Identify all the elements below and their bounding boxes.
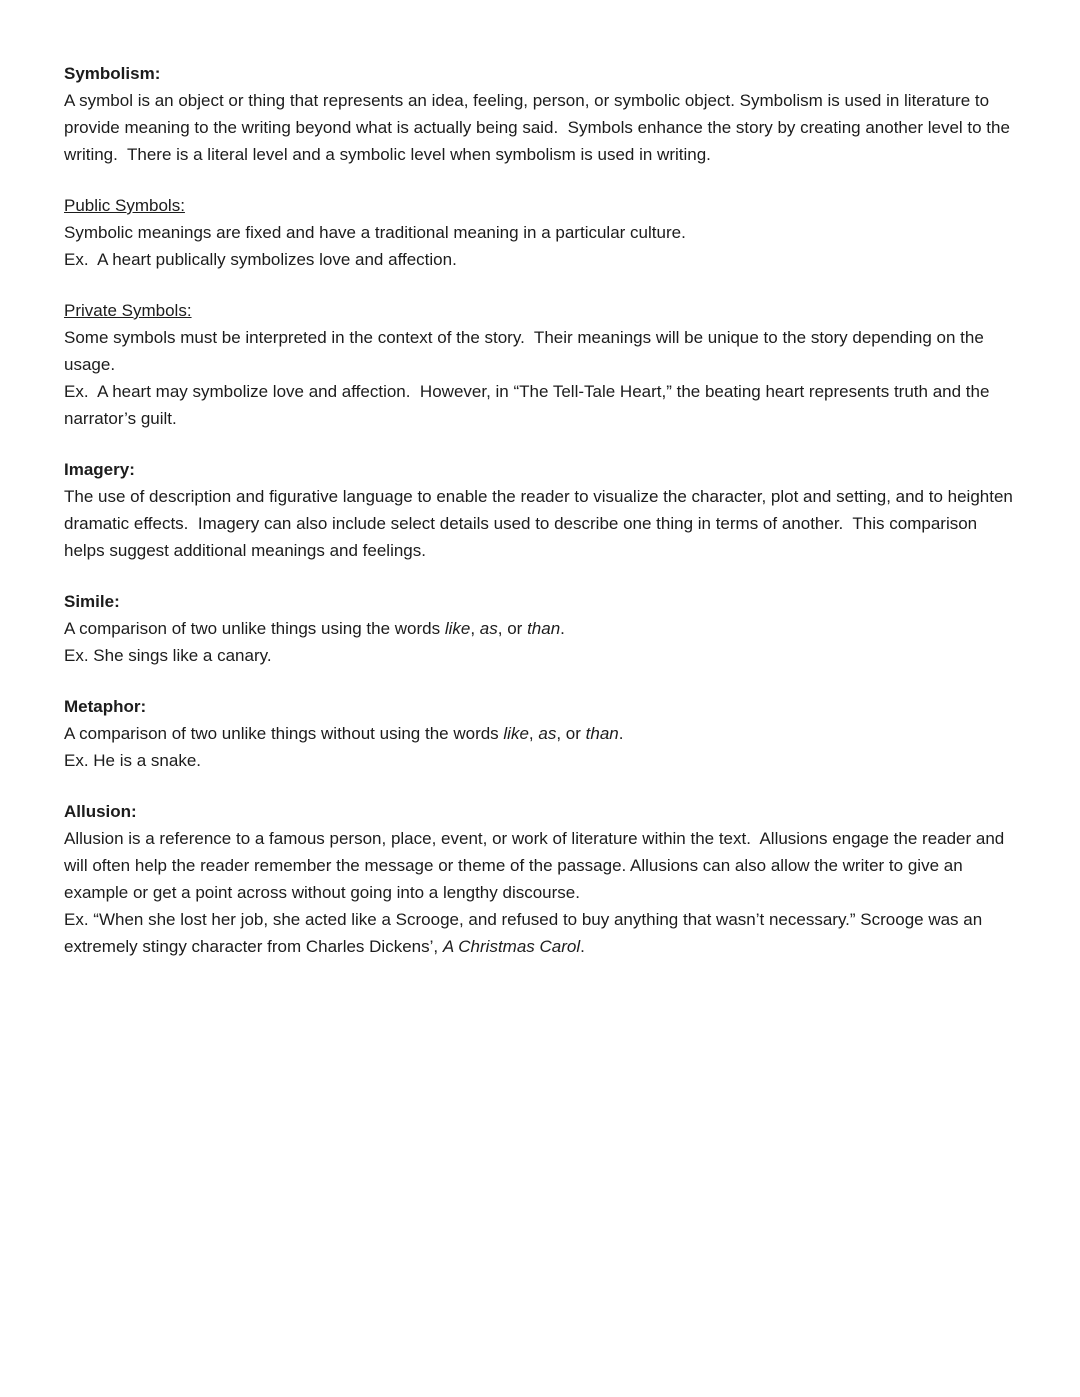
- paragraph: [64, 483, 1016, 564]
- paragraph: [64, 219, 1016, 246]
- section-public-symbols: [64, 192, 1016, 273]
- heading-public-symbols: Public Symbols:: [64, 196, 185, 215]
- text-run: , or: [497, 619, 528, 638]
- text-run: Some symbols must be interpreted in the context of the story. Their meanings will be unique to the story depending on the usage.: [64, 328, 989, 374]
- text-run: Symbolic meanings are fixed and have a traditional meaning in a particular culture.: [64, 223, 686, 242]
- text-run: Ex. A heart may symbolize love and affection. However, in “The Tell-Tale Heart,” the beating heart represents truth and the narrator’s guilt.: [64, 382, 995, 428]
- heading-metaphor: Metaphor:: [64, 697, 147, 716]
- example-line: [64, 906, 1016, 960]
- text-run-italic: as: [479, 619, 498, 638]
- heading-allusion: Allusion:: [64, 802, 137, 821]
- text-run-italic: like: [444, 619, 471, 638]
- heading-private-symbols: Private Symbols:: [64, 301, 192, 320]
- text-run: ,: [528, 724, 539, 743]
- paragraph: [64, 615, 1016, 642]
- section-imagery: [64, 456, 1016, 564]
- section-simile: [64, 588, 1016, 669]
- heading-simile: Simile:: [64, 592, 120, 611]
- heading-imagery: Imagery:: [64, 460, 135, 479]
- example-line: [64, 747, 1016, 774]
- text-run: .: [580, 937, 585, 956]
- example-line: [64, 642, 1016, 669]
- text-run-italic: than: [585, 724, 619, 743]
- example-line: [64, 378, 1016, 432]
- paragraph: [64, 825, 1016, 906]
- section-private-symbols: [64, 297, 1016, 432]
- paragraph: [64, 720, 1016, 747]
- text-run: Ex. He is a snake.: [64, 751, 202, 770]
- text-run: Ex. She sings like a canary.: [64, 646, 272, 665]
- text-run: Ex. A heart publically symbolizes love and affection.: [64, 250, 457, 269]
- text-run: .: [560, 619, 565, 638]
- text-run: The use of description and figurative language to enable the reader to visualize the character, plot and setting, and to heighten dramatic effects. Imagery can also include select details used to describe one thing in terms of another. This comparison helps suggest additional meanings and feelings.: [64, 487, 1018, 560]
- text-run: ,: [470, 619, 480, 638]
- text-run: Ex. “When she lost her job, she acted like a Scrooge, and refused to buy anything that wasn’t necessary.” Scrooge was an extremely stingy character from Charles Dickens’,: [64, 910, 987, 956]
- text-run: Allusion is a reference to a famous person, place, event, or work of literature within the text. Allusions engage the reader and will often help the reader remember the message or theme of the passage. Allusions can also allow the writer to give an example or get a point across without going into a lengthy discourse.: [64, 829, 1009, 902]
- text-run-italic: like: [503, 724, 529, 743]
- text-run: .: [618, 724, 624, 743]
- section-allusion: [64, 798, 1016, 960]
- text-run: , or: [556, 724, 586, 743]
- heading-symbolism: Symbolism:: [64, 64, 161, 83]
- text-run: A comparison of two unlike things without using the words: [64, 724, 504, 743]
- paragraph: [64, 87, 1016, 168]
- text-run-italic: as: [538, 724, 557, 743]
- example-line: [64, 246, 1016, 273]
- section-metaphor: [64, 693, 1016, 774]
- text-run-italic: A Christmas Carol: [442, 937, 581, 956]
- paragraph: [64, 324, 1016, 378]
- text-run: A comparison of two unlike things using the words: [64, 619, 445, 638]
- text-run-italic: than: [527, 619, 561, 638]
- text-run: A symbol is an object or thing that represents an idea, feeling, person, or symbolic object. Symbolism is used in literature to provide meaning to the writing beyond what is actually being said. Symbols enhance the story by creating another level to the writing. There is a literal level and a symbolic level when symbolism is used in writing.: [64, 91, 1015, 164]
- section-symbolism: [64, 60, 1016, 168]
